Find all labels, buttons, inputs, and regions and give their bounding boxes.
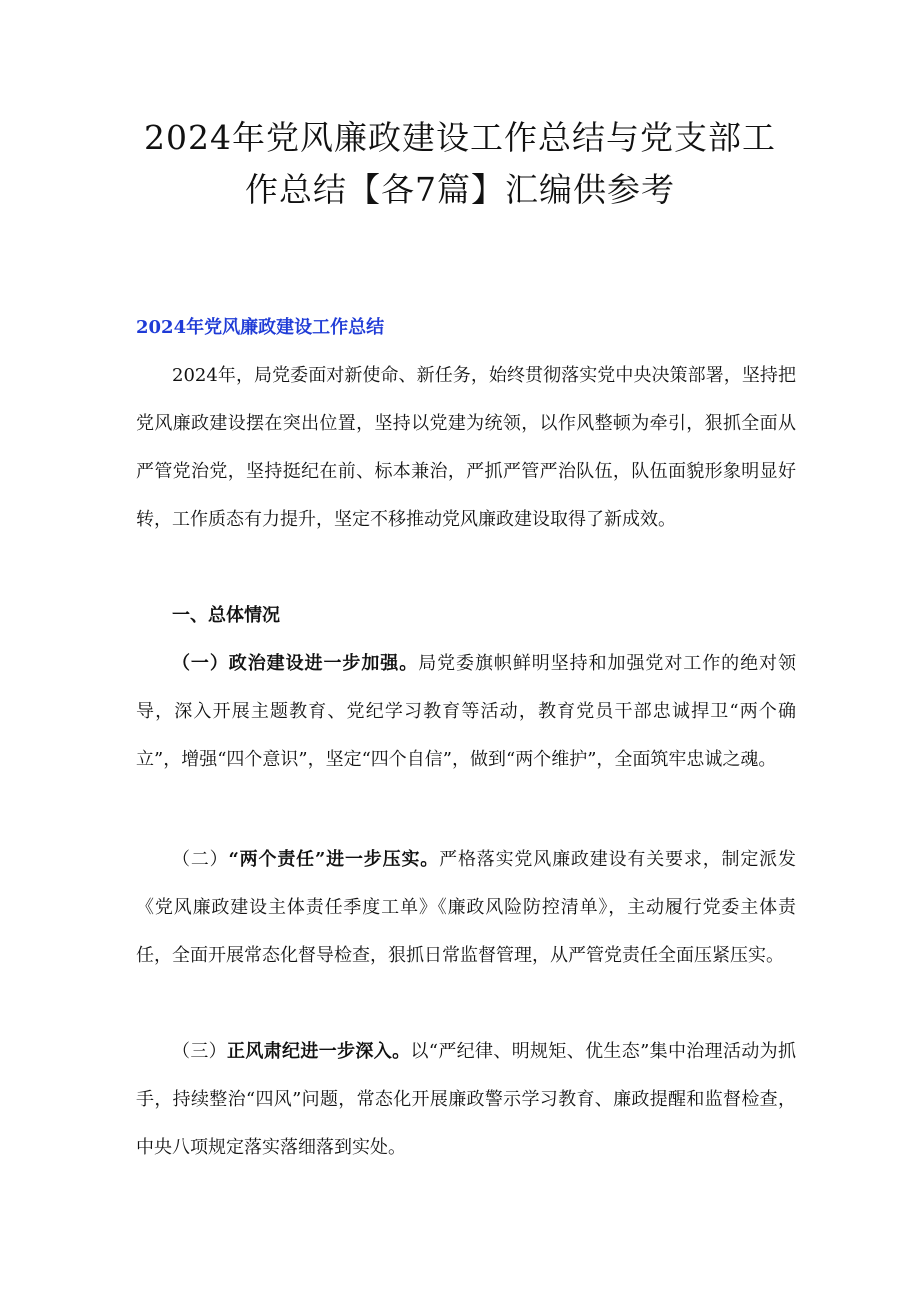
paragraph-item-1	[136, 640, 796, 784]
paragraph-intro: 2024年，局党委面对新使命、新任务，始终贯彻落实党中央决策部署，坚持把党风廉政建设摆在突出位置，坚持以党建为统领，以作风整顿为牵引，狠抓全面从严管党治党，坚持挺纪在前、标本兼治，严抓严管严治队伍，队伍面貌形象明显好转，工作质态有力提升，坚定不移推动党风廉政建设取得了新成效。	[136, 365, 796, 530]
item-2-text: 严格落实党风廉政建设有关要求，制定派发《党风廉政建设主体责任季度工单》《廉政风险防控清单》，主动履行党委主体责任，全面开展常态化督导检查，狠抓日常监督管理，从严管党责任全面压紧压实。	[136, 849, 797, 966]
item-3-label: 正风肃纪进一步深入。	[227, 1041, 411, 1062]
title-line-1: 2024年党风廉政建设工作总结与党支部工	[144, 118, 776, 157]
item-3-prefix: （三）	[172, 1041, 228, 1062]
heading-overall: 一、总体情况	[172, 605, 280, 626]
title-line-2: 作总结【各7篇】汇编供参考	[245, 170, 675, 209]
paragraph-item-2	[136, 836, 796, 980]
item-1-label: （一）政治建设进一步加强。	[172, 653, 419, 674]
section-heading: 2024年党风廉政建设工作总结	[136, 317, 385, 338]
item-2-label: “两个责任”进一步压实。	[228, 849, 440, 870]
item-1-text: 局党委旗帜鲜明坚持和加强党对工作的绝对领导，深入开展主题教育、党纪学习教育等活动，教育党员干部忠诚捍卫“两个确立”，增强“四个意识”，坚定“四个自信”，做到“两个维护”，全面筑牢忠诚之魂。	[136, 653, 796, 770]
item-2-prefix: （二）	[172, 849, 229, 870]
document-title	[120, 112, 800, 216]
item-3-text: 以“严纪律、明规矩、优生态”集中治理活动为抓手，持续整治“四风”问题，常态化开展廉政警示学习教育、廉政提醒和监督检查，中央八项规定落实落细落到实处。	[136, 1041, 797, 1158]
paragraph-item-3	[136, 1028, 796, 1172]
